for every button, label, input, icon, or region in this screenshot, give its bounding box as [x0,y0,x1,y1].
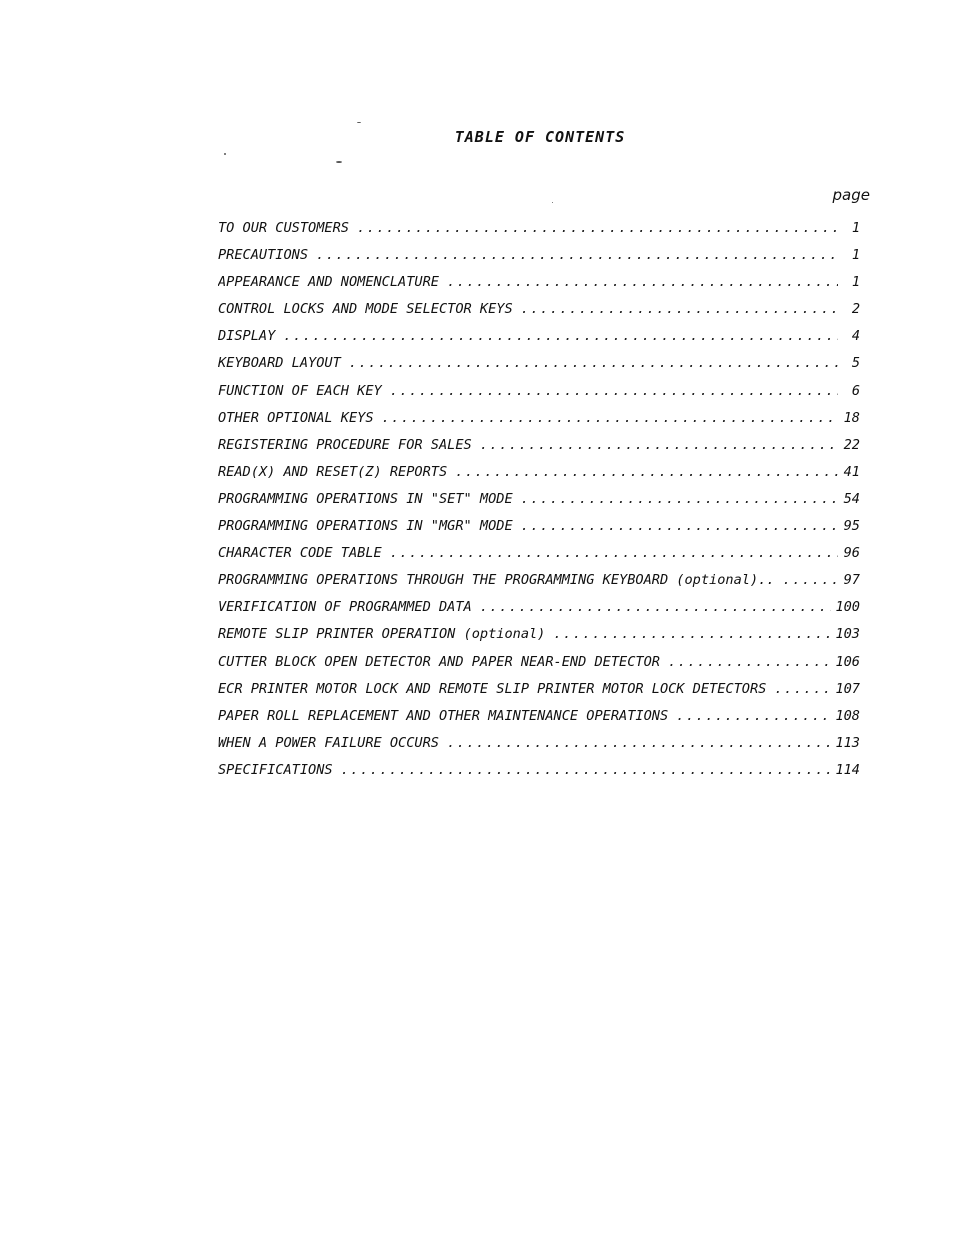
toc-dot-leader [521,301,838,317]
toc-dot-leader [349,355,838,371]
toc-dot-leader [783,572,838,588]
toc-entry-page: 4 [851,328,860,345]
toc-dot-leader [668,654,831,670]
toc-dot-leader [521,491,838,507]
toc-entry-page: 18 [843,409,860,426]
toc-entry-page: 1 [851,220,860,236]
toc-entry [218,220,860,247]
toc-entry [218,626,860,653]
toc-entry-page: 41 [843,463,860,480]
scan-speck [357,122,361,123]
toc-dot-leader [382,410,839,426]
toc-entry [218,247,860,274]
toc-entry-title: VERIFICATION OF PROGRAMMED DATA [218,599,472,616]
toc-dot-leader [341,762,832,778]
toc-entry-title: SPECIFICATIONS [218,761,333,778]
toc-entry-page: 5 [851,355,860,372]
toc-entry-title: ECR PRINTER MOTOR LOCK AND REMOTE SLIP PRINTER MOTOR LOCK DETECTORS [218,680,767,697]
toc-entry-title: PAPER ROLL REPLACEMENT AND OTHER MAINTENANCE OPERATIONS [218,707,669,724]
toc-entry-page: 95 [843,518,860,535]
toc-entry [218,708,860,735]
toc-entry-title: CUTTER BLOCK OPEN DETECTOR AND PAPER NEAR-END DETECTOR [218,653,660,670]
toc-dot-leader [390,383,838,399]
toc-entry-title: REMOTE SLIP PRINTER OPERATION (optional) [218,626,546,643]
page-title: TABLE OF CONTENTS [454,128,626,146]
toc-entry-page: 107 [835,680,860,697]
toc-entry [218,681,860,708]
toc-entry-title: PROGRAMMING OPERATIONS IN "MGR" MODE [218,518,513,535]
toc-entry-page: 22 [843,436,860,453]
toc-entry [218,599,860,626]
toc-dot-leader [283,328,838,344]
toc-entry [218,491,860,518]
toc-dot-leader [447,735,831,751]
toc-entry-page: 106 [835,653,860,670]
toc-dot-leader [390,545,838,561]
toc-entry-title: TO OUR CUSTOMERS [218,220,349,236]
toc-entry-title: PROGRAMMING OPERATIONS IN "SET" MODE [218,490,513,507]
toc-entry-title: WHEN A POWER FAILURE OCCURS [218,734,439,751]
toc-entry-title: OTHER OPTIONAL KEYS [218,409,374,426]
toc-entry-page: 54 [843,490,860,507]
toc-entry-page: 1 [851,274,860,291]
toc-entry [218,572,860,599]
toc-entry-page: 113 [835,734,860,751]
toc-list [218,220,860,789]
toc-entry-page: 2 [851,301,860,318]
toc-dot-leader [521,518,838,534]
toc-entry [218,464,860,491]
toc-entry-page: 96 [843,545,860,562]
toc-entry [218,654,860,681]
scan-speck [336,161,342,163]
toc-entry [218,410,860,437]
toc-entry-title: FUNCTION OF EACH KEY [218,382,382,399]
toc-dot-leader [447,274,838,290]
toc-entry-page: 100 [835,599,860,616]
toc-entry-title: PROGRAMMING OPERATIONS THROUGH THE PROGRAMMING KEYBOARD (optional).. [218,572,775,589]
toc-entry-page: 103 [835,626,860,643]
toc-entry-title: CHARACTER CODE TABLE [218,545,382,562]
toc-entry [218,274,860,301]
toc-entry [218,437,860,464]
toc-dot-leader [316,247,838,263]
toc-entry [218,328,860,355]
toc-dot-leader [774,681,831,697]
toc-entry-title: READ(X) AND RESET(Z) REPORTS [218,463,448,480]
toc-entry [218,518,860,545]
toc-dot-leader [676,708,831,724]
toc-entry [218,735,860,762]
scan-speck [224,153,226,155]
toc-entry [218,545,860,572]
toc-dot-leader [480,437,838,453]
toc-dot-leader [455,464,838,480]
toc-entry-title: CONTROL LOCKS AND MODE SELECTOR KEYS [218,301,513,318]
toc-entry [218,301,860,328]
toc-entry-title: APPEARANCE AND NOMENCLATURE [218,274,439,291]
toc-entry-page: 114 [835,761,860,778]
toc-dot-leader [553,626,831,642]
toc-entry [218,383,860,410]
toc-entry-title: REGISTERING PROCEDURE FOR SALES [218,436,472,453]
toc-entry-page: 108 [835,707,860,724]
toc-entry-page: 6 [851,382,860,399]
toc-entry [218,762,860,789]
toc-entry-page: 1 [851,247,860,264]
toc-dot-leader [357,220,838,236]
scan-speck [552,202,553,203]
toc-entry [218,355,860,382]
page-column-label: page [832,186,870,204]
toc-entry-title: KEYBOARD LAYOUT [218,355,341,372]
toc-entry-title: DISPLAY [218,328,276,345]
toc-entry-page: 97 [843,572,860,589]
toc-dot-leader [480,599,832,615]
toc-entry-title: PRECAUTIONS [218,247,309,264]
